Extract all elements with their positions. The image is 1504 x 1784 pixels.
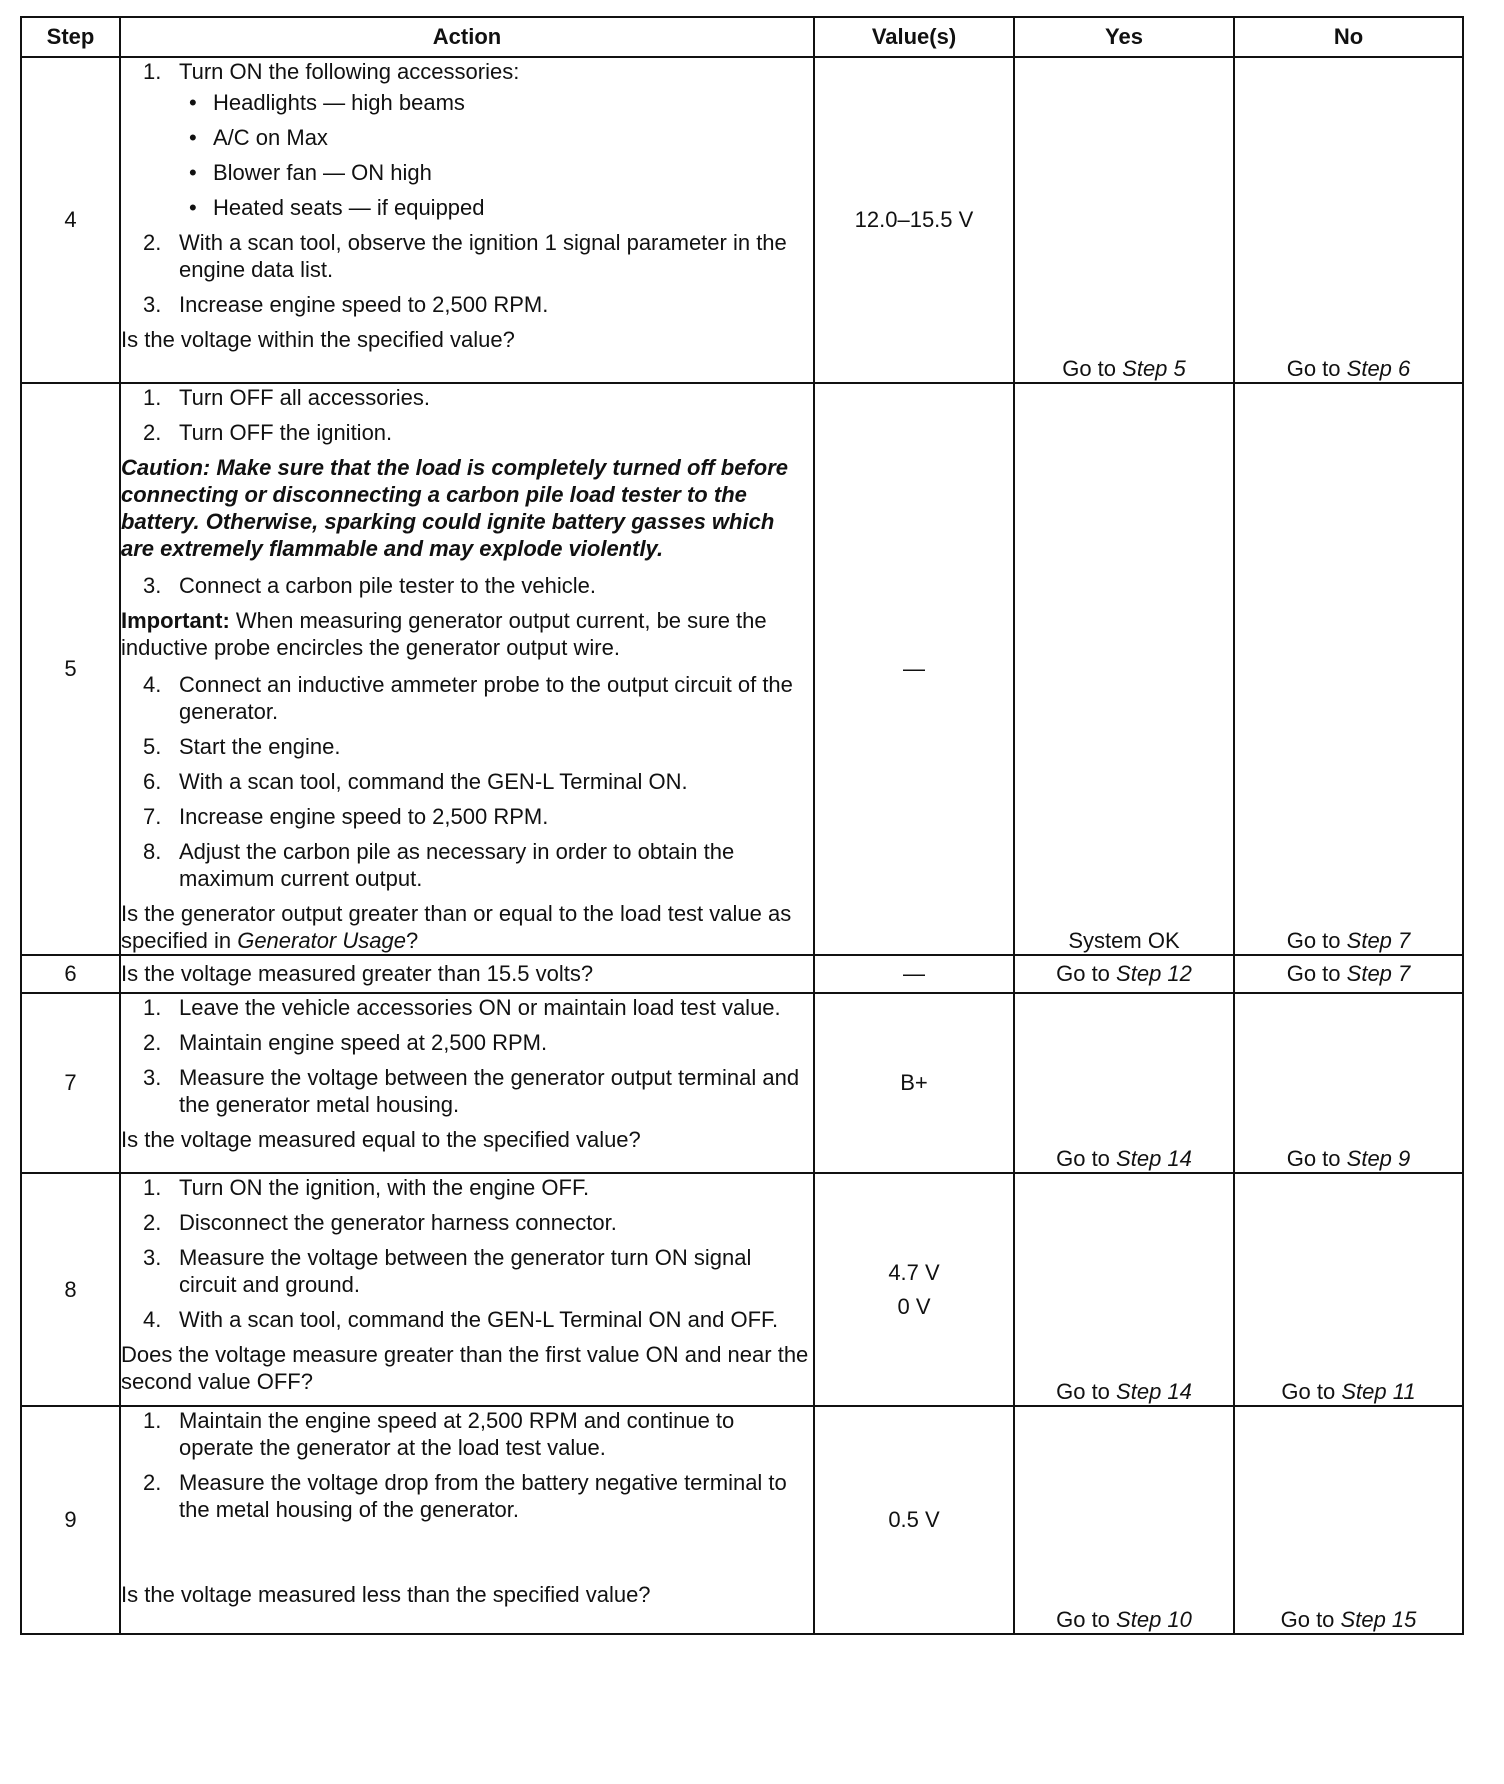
action-cell bbox=[120, 383, 814, 955]
action-step: 6. With a scan tool, command the GEN-L Terminal ON. bbox=[143, 769, 688, 794]
yes-result: Go to Step 10 bbox=[1014, 1406, 1234, 1634]
value-cell: B+ bbox=[814, 993, 1014, 1173]
value-cell: 4.7 V 0 V bbox=[814, 1173, 1014, 1406]
no-result: Go to Step 7 bbox=[1234, 955, 1463, 993]
header-values: Value(s) bbox=[814, 17, 1014, 57]
action-step: 1. Maintain the engine speed at 2,500 RPM and continue to operate the generator at the load test value. bbox=[143, 1408, 735, 1460]
question-text: Is the voltage measured greater than 15.5 volts? bbox=[121, 961, 594, 986]
action-step: 1. Turn ON the ignition, with the engine OFF. bbox=[143, 1175, 590, 1200]
header-yes: Yes bbox=[1014, 17, 1234, 57]
action-step: 2. Measure the voltage drop from the battery negative terminal to the metal housing of the generator. bbox=[143, 1470, 787, 1522]
step-number: 7 bbox=[21, 993, 120, 1173]
table-row-step-6 bbox=[21, 955, 1463, 993]
action-step: 2. Maintain engine speed at 2,500 RPM. bbox=[143, 1030, 548, 1055]
bullet-item: • A/C on Max bbox=[179, 124, 813, 151]
action-step: 5. Start the engine. bbox=[143, 734, 341, 759]
step-number: 4 bbox=[21, 57, 120, 383]
action-step: 4. Connect an inductive ammeter probe to the output circuit of the generator. bbox=[143, 672, 793, 724]
no-result: Go to Step 15 bbox=[1234, 1406, 1463, 1634]
question-text: Is the voltage measured equal to the specified value? bbox=[121, 1127, 641, 1152]
step-number: 5 bbox=[21, 383, 120, 955]
bullet-item: • Blower fan — ON high bbox=[179, 159, 813, 186]
header-action: Action bbox=[120, 17, 814, 57]
step-number: 9 bbox=[21, 1406, 120, 1634]
action-step: 1. Turn ON the following accessories: • Headlights — high beams • A/C on Max • Blower fan — ON high • Heated seats — if equipped bbox=[121, 58, 813, 221]
yes-result: Go to Step 12 bbox=[1014, 955, 1234, 993]
value-cell: — bbox=[814, 383, 1014, 955]
action-step: 3. Connect a carbon pile tester to the vehicle. bbox=[143, 573, 597, 598]
question-text: Is the generator output greater than or equal to the load test value as specified in Generator Usage? bbox=[121, 901, 792, 953]
table-row-step-8 bbox=[21, 1173, 1463, 1406]
yes-result: Go to Step 14 bbox=[1014, 1173, 1234, 1406]
action-cell bbox=[120, 1406, 814, 1634]
value-cell: 12.0–15.5 V bbox=[814, 57, 1014, 383]
action-step: 7. Increase engine speed to 2,500 RPM. bbox=[143, 804, 549, 829]
value-cell: 0.5 V bbox=[814, 1406, 1014, 1634]
action-step: 2. Turn OFF the ignition. bbox=[143, 420, 393, 445]
table-row-step-7 bbox=[21, 993, 1463, 1173]
action-cell bbox=[120, 57, 814, 383]
header-row bbox=[21, 17, 1463, 57]
action-step: 3. Measure the voltage between the generator turn ON signal circuit and ground. bbox=[143, 1245, 752, 1297]
yes-result: Go to Step 14 bbox=[1014, 993, 1234, 1173]
action-step: 8. Adjust the carbon pile as necessary in order to obtain the maximum current output. bbox=[143, 839, 735, 891]
action-cell bbox=[120, 955, 814, 993]
no-result: Go to Step 9 bbox=[1234, 993, 1463, 1173]
header-step: Step bbox=[21, 17, 120, 57]
action-step: 3. Measure the voltage between the generator output terminal and the generator metal housing. bbox=[143, 1065, 800, 1117]
important-note: Important: When measuring generator output current, be sure the inductive probe encircles the generator output wire. bbox=[121, 608, 767, 660]
yes-result: System OK bbox=[1014, 383, 1234, 955]
no-result: Go to Step 6 bbox=[1234, 57, 1463, 383]
no-result: Go to Step 11 bbox=[1234, 1173, 1463, 1406]
diagnostic-table bbox=[20, 16, 1464, 1635]
table-row-step-9 bbox=[21, 1406, 1463, 1634]
caution-note: Caution: Make sure that the load is completely turned off before connecting or disconnecting a carbon pile load tester to the battery. Otherwise, sparking could ignite battery gasses which are extremely flammable and may explode violently. bbox=[121, 455, 789, 561]
step-number: 8 bbox=[21, 1173, 120, 1406]
value-cell: — bbox=[814, 955, 1014, 993]
action-cell bbox=[120, 993, 814, 1173]
step-number: 6 bbox=[21, 955, 120, 993]
action-step: 1. Leave the vehicle accessories ON or maintain load test value. bbox=[143, 995, 781, 1020]
question-text: Is the voltage within the specified value? bbox=[121, 327, 515, 352]
no-result: Go to Step 7 bbox=[1234, 383, 1463, 955]
action-step: 4. With a scan tool, command the GEN-L Terminal ON and OFF. bbox=[143, 1307, 779, 1332]
action-step: 1. Turn OFF all accessories. bbox=[143, 385, 431, 410]
question-text: Does the voltage measure greater than the first value ON and near the second value OFF? bbox=[121, 1342, 809, 1394]
action-step: 3. Increase engine speed to 2,500 RPM. bbox=[143, 292, 549, 317]
bullet-item: • Headlights — high beams bbox=[179, 89, 813, 116]
table-row-step-4 bbox=[21, 57, 1463, 383]
bullet-item: • Heated seats — if equipped bbox=[179, 194, 813, 221]
action-step: 2. Disconnect the generator harness connector. bbox=[143, 1210, 617, 1235]
action-cell bbox=[120, 1173, 814, 1406]
question-text: Is the voltage measured less than the specified value? bbox=[121, 1582, 651, 1607]
action-step: 2. With a scan tool, observe the ignition 1 signal parameter in the engine data list. bbox=[143, 230, 787, 282]
header-no: No bbox=[1234, 17, 1463, 57]
table-row-step-5 bbox=[21, 383, 1463, 955]
yes-result: Go to Step 5 bbox=[1014, 57, 1234, 383]
